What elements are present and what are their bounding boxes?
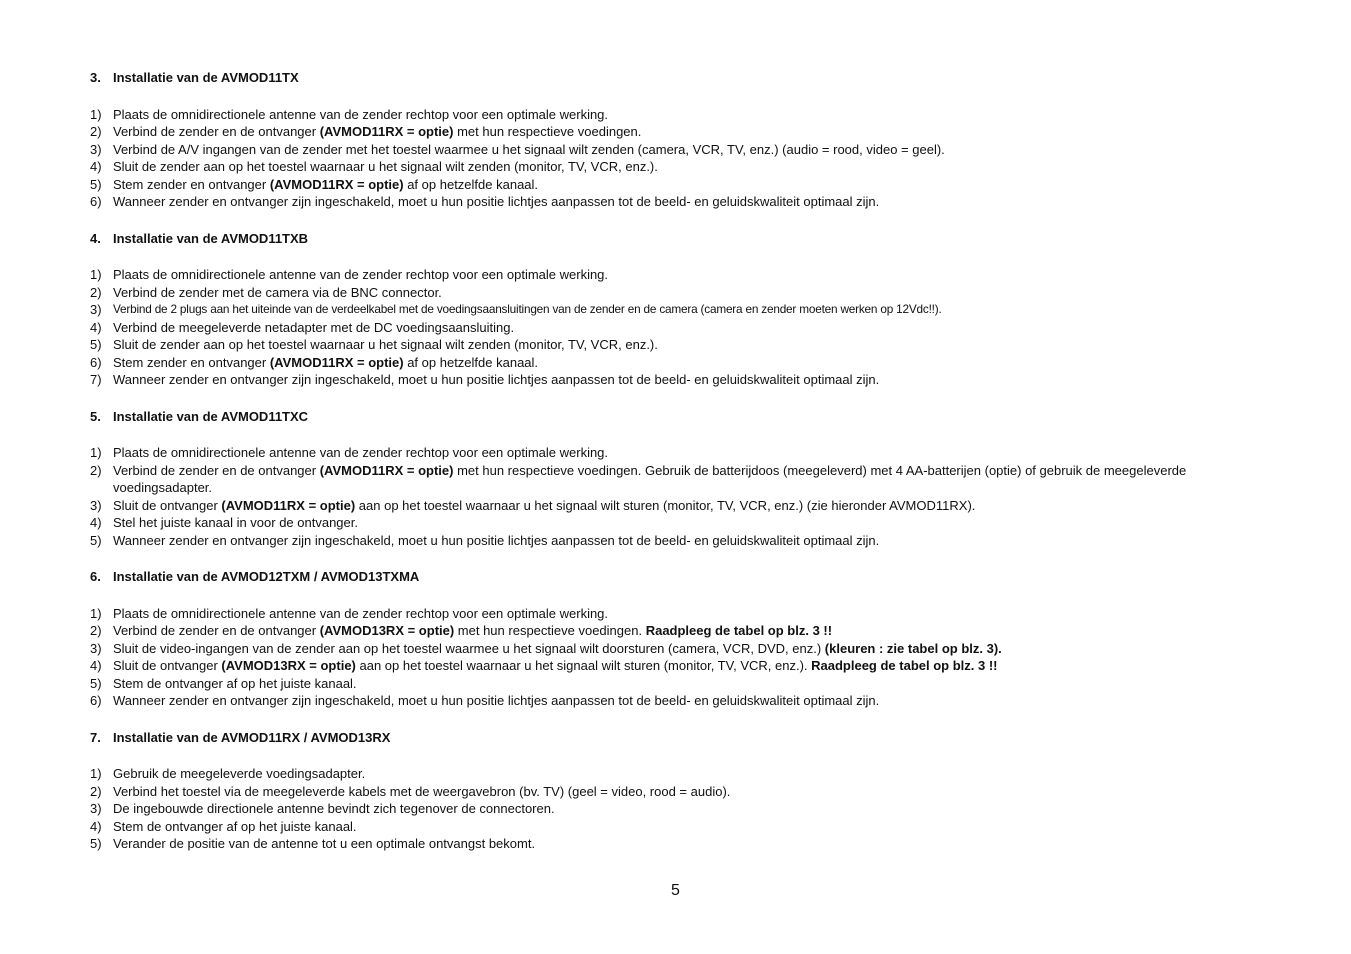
- text-segment: Plaats de omnidirectionele antenne van de zender rechtop voor een optimale werking.: [113, 106, 609, 122]
- item-number: 6): [90, 693, 102, 708]
- bold-text: (AVMOD11RX = optie): [221, 497, 356, 513]
- item-text: [113, 106, 1270, 124]
- text-segment: Stem zender en ontvanger: [113, 176, 270, 192]
- item-text: [113, 141, 1270, 159]
- item-number: 3): [90, 141, 102, 157]
- bold-text: (AVMOD11RX = optie): [269, 176, 404, 192]
- item-text: [113, 371, 1270, 389]
- bold-text: (AVMOD11RX = optie): [319, 124, 454, 139]
- item-number: 5): [90, 337, 102, 352]
- text-segment: Verbind het toestel via de meegeleverde kabels met de weergavebron (bv. TV) (geel = video, rood = audio).: [113, 783, 731, 799]
- bold-text: Raadpleeg de tabel op blz. 3 !!: [811, 658, 998, 673]
- text-segment: Plaats de omnidirectionele antenne van de zender rechtop voor een optimale werking.: [113, 445, 609, 460]
- text-segment: met hun respectieve voedingen.: [453, 124, 642, 139]
- section-6: [90, 568, 1270, 710]
- item-number: 5): [90, 532, 102, 548]
- instruction-list: [90, 765, 1270, 853]
- section-title: Installatie van de AVMOD11TXC: [113, 408, 309, 424]
- item-number: 3): [90, 801, 102, 816]
- item-text: [113, 622, 1270, 640]
- list-item: [90, 605, 1270, 623]
- item-text: [113, 158, 1270, 176]
- item-number: 4): [90, 658, 102, 673]
- list-item: [90, 158, 1270, 176]
- bold-text: Raadpleeg de tabel op blz. 3 !!: [645, 623, 833, 638]
- text-segment: af op hetzelfde kanaal.: [403, 176, 539, 192]
- text-segment: Verander de positie van de antenne tot u een optimale ontvangst bekomt.: [113, 836, 536, 851]
- list-item: [90, 818, 1270, 836]
- list-item: [90, 765, 1270, 783]
- item-text: [113, 783, 1270, 801]
- text-segment: Wanneer zender en ontvanger zijn ingeschakeld, moet u hun positie lichtjes aanpassen tot de beeld- en geluidskwaliteit optimaal zijn.: [113, 693, 880, 708]
- list-item: [90, 319, 1270, 337]
- item-text: [113, 301, 1270, 319]
- item-text: [113, 336, 1270, 354]
- item-text: [113, 605, 1270, 623]
- item-number: 4): [90, 818, 102, 834]
- section-number: 3.: [90, 70, 101, 85]
- item-text: [113, 123, 1270, 141]
- item-text: [113, 532, 1270, 550]
- bold-text: (AVMOD11RX = optie): [269, 354, 404, 370]
- text-segment: met hun respectieve voedingen. Gebruik de batterijdoos (meegeleverd) met 4 AA-batterijen (optie) of gebruik de meegeleverde voedingsadapter.: [113, 462, 1187, 495]
- list-item: [90, 692, 1270, 710]
- list-item: [90, 193, 1270, 211]
- item-number: 1): [90, 106, 102, 122]
- section-3: [90, 69, 1270, 211]
- text-segment: aan op het toestel waarnaar u het signaal wilt sturen (monitor, TV, VCR, enz.) (zie hieronder AVMOD11RX).: [355, 497, 976, 513]
- instruction-list: [90, 444, 1270, 549]
- item-text: [113, 319, 1270, 337]
- section-number: 6.: [90, 569, 101, 584]
- item-number: 2): [90, 124, 102, 139]
- list-item: [90, 284, 1270, 302]
- list-item: [90, 301, 1270, 319]
- text-segment: Verbind de zender met de camera via de BNC connector.: [113, 284, 442, 300]
- list-item: [90, 640, 1270, 658]
- item-number: 4): [90, 319, 102, 335]
- section-number: 5.: [90, 408, 101, 424]
- section-title: Installatie van de AVMOD11RX / AVMOD13RX: [113, 729, 391, 745]
- list-item: [90, 354, 1270, 372]
- section-heading: [90, 230, 1270, 248]
- text-segment: Sluit de zender aan op het toestel waarnaar u het signaal wilt zenden (monitor, TV, VCR, enz.).: [113, 337, 658, 352]
- item-text: [113, 514, 1270, 532]
- section-number: 4.: [90, 230, 101, 246]
- list-item: [90, 336, 1270, 354]
- text-segment: Verbind de zender en de ontvanger: [113, 623, 320, 638]
- item-text: [113, 675, 1270, 693]
- item-text: [113, 692, 1270, 710]
- item-number: 2): [90, 284, 102, 300]
- text-segment: met hun respectieve voedingen.: [454, 623, 646, 638]
- section-4: [90, 230, 1270, 389]
- text-segment: Stel het juiste kanaal in voor de ontvanger.: [113, 515, 358, 530]
- item-number: 6): [90, 354, 102, 370]
- document-body: [90, 69, 1270, 853]
- instruction-list: [90, 605, 1270, 710]
- text-segment: De ingebouwde directionele antenne bevindt zich tegenover de connectoren.: [113, 801, 555, 816]
- list-item: [90, 266, 1270, 284]
- list-item: [90, 497, 1270, 515]
- text-segment: aan op het toestel waarnaar u het signaal wilt sturen (monitor, TV, VCR, enz.).: [355, 658, 812, 673]
- section-title: Installatie van de AVMOD11TXB: [113, 230, 309, 246]
- item-text: [113, 497, 1270, 515]
- section-number: 7.: [90, 729, 101, 745]
- list-item: [90, 462, 1270, 497]
- item-text: [113, 176, 1270, 194]
- page-number: 5: [671, 882, 680, 899]
- section-5: [90, 408, 1270, 550]
- item-number: 7): [90, 372, 102, 387]
- section-7: [90, 729, 1270, 853]
- item-text: [113, 462, 1270, 497]
- list-item: [90, 783, 1270, 801]
- list-item: [90, 141, 1270, 159]
- text-segment: Wanneer zender en ontvanger zijn ingeschakeld, moet u hun positie lichtjes aanpassen tot de beeld- en geluidskwaliteit optimaal zijn.: [113, 194, 880, 209]
- list-item: [90, 800, 1270, 818]
- section-heading: [90, 568, 1270, 586]
- item-number: 5): [90, 836, 102, 851]
- list-item: [90, 514, 1270, 532]
- list-item: [90, 123, 1270, 141]
- item-number: 1): [90, 267, 102, 282]
- instruction-list: [90, 106, 1270, 211]
- text-segment: Verbind de zender en de ontvanger: [113, 462, 320, 478]
- item-number: 3): [90, 302, 102, 317]
- item-text: [113, 284, 1270, 302]
- list-item: [90, 657, 1270, 675]
- bold-text: (kleuren : zie tabel op blz. 3).: [824, 640, 1002, 656]
- text-segment: Sluit de zender aan op het toestel waarnaar u het signaal wilt zenden (monitor, TV, VCR, enz.).: [113, 159, 658, 174]
- item-number: 1): [90, 766, 102, 781]
- item-text: [113, 354, 1270, 372]
- text-segment: Verbind de zender en de ontvanger: [113, 124, 320, 139]
- bold-text: (AVMOD13RX = optie): [221, 658, 356, 673]
- item-number: 5): [90, 176, 102, 192]
- item-text: [113, 444, 1270, 462]
- text-segment: Stem zender en ontvanger: [113, 354, 270, 370]
- list-item: [90, 106, 1270, 124]
- item-number: 2): [90, 462, 102, 478]
- text-segment: Plaats de omnidirectionele antenne van de zender rechtop voor een optimale werking.: [113, 605, 609, 621]
- list-item: [90, 176, 1270, 194]
- item-number: 1): [90, 445, 102, 460]
- bold-text: (AVMOD11RX = optie): [319, 462, 454, 478]
- text-segment: Wanneer zender en ontvanger zijn ingeschakeld, moet u hun positie lichtjes aanpassen tot de beeld- en geluidskwaliteit optimaal zijn.: [113, 372, 880, 387]
- text-segment: Sluit de ontvanger: [113, 497, 222, 513]
- list-item: [90, 444, 1270, 462]
- item-text: [113, 657, 1270, 675]
- instruction-list: [90, 266, 1270, 389]
- text-segment: Stem de ontvanger af op het juiste kanaal.: [113, 675, 357, 691]
- item-number: 5): [90, 675, 102, 691]
- text-segment: Sluit de ontvanger: [113, 658, 222, 673]
- bold-text: (AVMOD13RX = optie): [319, 623, 455, 638]
- section-title: Installatie van de AVMOD12TXM / AVMOD13TXMA: [113, 569, 420, 584]
- item-text: [113, 818, 1270, 836]
- list-item: [90, 371, 1270, 389]
- text-segment: Verbind de meegeleverde netadapter met de DC voedingsaansluiting.: [113, 319, 515, 335]
- list-item: [90, 835, 1270, 853]
- section-heading: [90, 69, 1270, 87]
- item-text: [113, 800, 1270, 818]
- item-number: 4): [90, 159, 102, 174]
- list-item: [90, 532, 1270, 550]
- section-heading: [90, 408, 1270, 426]
- item-text: [113, 193, 1270, 211]
- item-number: 4): [90, 515, 102, 530]
- item-number: 1): [90, 605, 102, 621]
- list-item: [90, 622, 1270, 640]
- item-number: 3): [90, 497, 102, 513]
- item-text: [113, 835, 1270, 853]
- list-item: [90, 675, 1270, 693]
- item-text: [113, 640, 1270, 658]
- section-title: Installatie van de AVMOD11TX: [113, 70, 299, 85]
- text-segment: Plaats de omnidirectionele antenne van de zender rechtop voor een optimale werking.: [113, 267, 609, 282]
- item-number: 6): [90, 194, 102, 209]
- section-heading: [90, 729, 1270, 747]
- item-number: 2): [90, 783, 102, 799]
- text-segment: Stem de ontvanger af op het juiste kanaal.: [113, 818, 357, 834]
- item-number: 3): [90, 640, 102, 656]
- text-segment: Sluit de video-ingangen van de zender aan op het toestel waarmee u het signaal wilt doorsturen (camera, VCR, DVD, enz.): [113, 640, 825, 656]
- item-text: [113, 765, 1270, 783]
- item-number: 2): [90, 623, 102, 638]
- text-segment: Gebruik de meegeleverde voedingsadapter.: [113, 766, 366, 781]
- text-segment: af op hetzelfde kanaal.: [403, 354, 539, 370]
- text-segment: Wanneer zender en ontvanger zijn ingeschakeld, moet u hun positie lichtjes aanpassen tot de beeld- en geluidskwaliteit optimaal zijn.: [113, 532, 880, 548]
- text-segment: Verbind de A/V ingangen van de zender met het toestel waarmee u het signaal wilt zenden (camera, VCR, TV, enz.) (audio = rood, video = geel).: [113, 141, 945, 157]
- item-text: [113, 266, 1270, 284]
- text-segment: Verbind de 2 plugs aan het uiteinde van de verdeelkabel met de voedingsaansluitingen van de zender en de camera (camera en zender moeten werken op 12Vdc!!).: [113, 302, 942, 316]
